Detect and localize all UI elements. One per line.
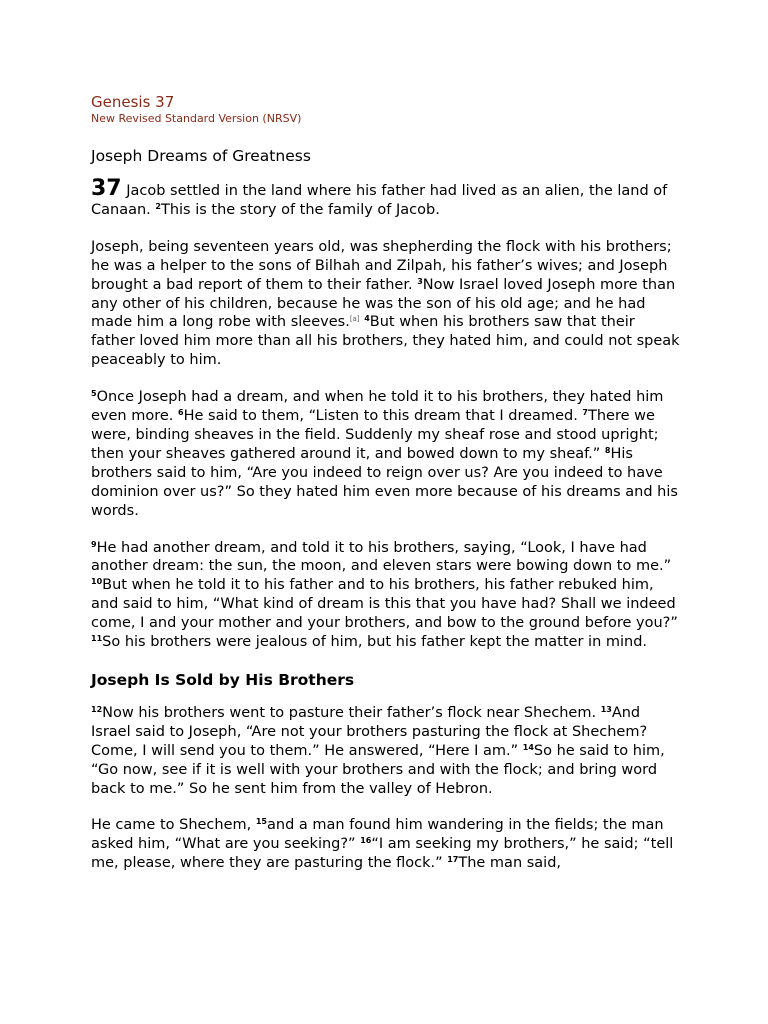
verse-text: This is the story of the family of Jacob. [160, 201, 440, 218]
chapter-number: 37 [91, 176, 122, 201]
verse-paragraph [91, 539, 681, 652]
verse-number: 7 [582, 408, 588, 418]
verse-number: 11 [91, 634, 103, 644]
verse-paragraph [91, 388, 681, 520]
verse-text: So his brothers were jealous of him, but his father kept the matter in mind. [102, 634, 648, 651]
document-page [91, 92, 681, 891]
verse-text: There we were, binding sheaves in the field. Suddenly my sheaf rose and stood upright; then your sheaves gathered around it, and bowed down to my sheaf.” [91, 408, 659, 462]
verse-number: 4 [364, 314, 370, 324]
verse-paragraph [91, 176, 681, 220]
verse-text: Now his brothers went to pasture their father’s flock near Shechem. [102, 704, 601, 721]
verse-text: And Israel said to Joseph, “Are not your brothers pasturing the flock at Shechem? Come, I will send you to them.” He answered, “Here I am.” [91, 704, 648, 759]
verse-number: 9 [91, 539, 97, 549]
verse-number: 2 [155, 201, 161, 211]
verse-text: He had another dream, and told it to his brothers, saying, “Look, I have had another dream: the sun, the moon, and eleven stars were bowing down to me.” [91, 539, 672, 575]
verse-paragraph [91, 704, 681, 799]
verse-text: He came to Shechem, [91, 817, 256, 834]
verse-text: But when his brothers saw that their father loved him more than all his brothers, they hated him, and could not speak peaceably to him. [91, 314, 680, 369]
verse-number: 16 [360, 836, 372, 846]
verse-number: 5 [91, 389, 97, 399]
verse-text: Joseph, being seventeen years old, was shepherding the flock with his brothers; he was a helper to the sons of Bilhah and Zilpah, his father’s wives; and Joseph brought a bad report of them to their father. [91, 238, 672, 293]
verse-text: But when he told it to his father and to his brothers, his father rebuked him, and said to him, “What kind of dream is this that you have had? Shall we indeed come, I and your mother and your brothers, and bow to the ground before you?” [91, 577, 678, 632]
section-heading: Joseph Dreams of Greatness [91, 147, 311, 165]
footnote-link[interactable]: [a] [349, 315, 360, 324]
verse-number: 13 [600, 704, 612, 714]
verse-number: 12 [91, 704, 103, 714]
verse-text: Once Joseph had a dream, and when he told it to his brothers, they hated him even more. [91, 389, 664, 425]
verse-number: 8 [604, 445, 611, 455]
verse-text: Jacob settled in the land where his father had lived as an alien, the land of Canaan. [91, 183, 668, 218]
section-heading: Joseph Is Sold by His Brothers [91, 670, 355, 689]
verse-paragraph [91, 816, 681, 873]
verse-number: 6 [178, 408, 184, 418]
verse-text: His brothers said to him, “Are you indeed to reign over us? Are you indeed to have dominion over us?” So they hated him even more because of his dreams and his words. [91, 445, 678, 519]
verse-number: 17 [447, 855, 459, 865]
verse-text: The man said, [458, 855, 562, 872]
verse-text: Now Israel loved Joseph more than any other of his children, because he was the son of his old age; and he had made him a long robe with sleeves. [91, 276, 676, 331]
book-title: Genesis 37 [91, 93, 175, 111]
verse-text: So he said to him, “Go now, see if it is well with your brothers and with the flock; and bring word back to me.” So he sent him from the valley of Hebron. [91, 742, 665, 797]
verse-number: 14 [522, 742, 534, 752]
verse-text: He said to them, “Listen to this dream that I dreamed. [183, 408, 583, 425]
verse-text: “I am seeking my brothers,” he said; “tell me, please, where they are pasturing the flock.” [91, 836, 674, 872]
verse-number: 10 [91, 577, 103, 587]
verse-paragraph [91, 238, 681, 370]
verse-number: 15 [255, 817, 267, 827]
verse-text: and a man found him wandering in the fields; the man asked him, “What are you seeking?” [91, 817, 664, 853]
version-name: New Revised Standard Version (NRSV) [91, 112, 302, 125]
verse-number: 3 [417, 276, 423, 286]
